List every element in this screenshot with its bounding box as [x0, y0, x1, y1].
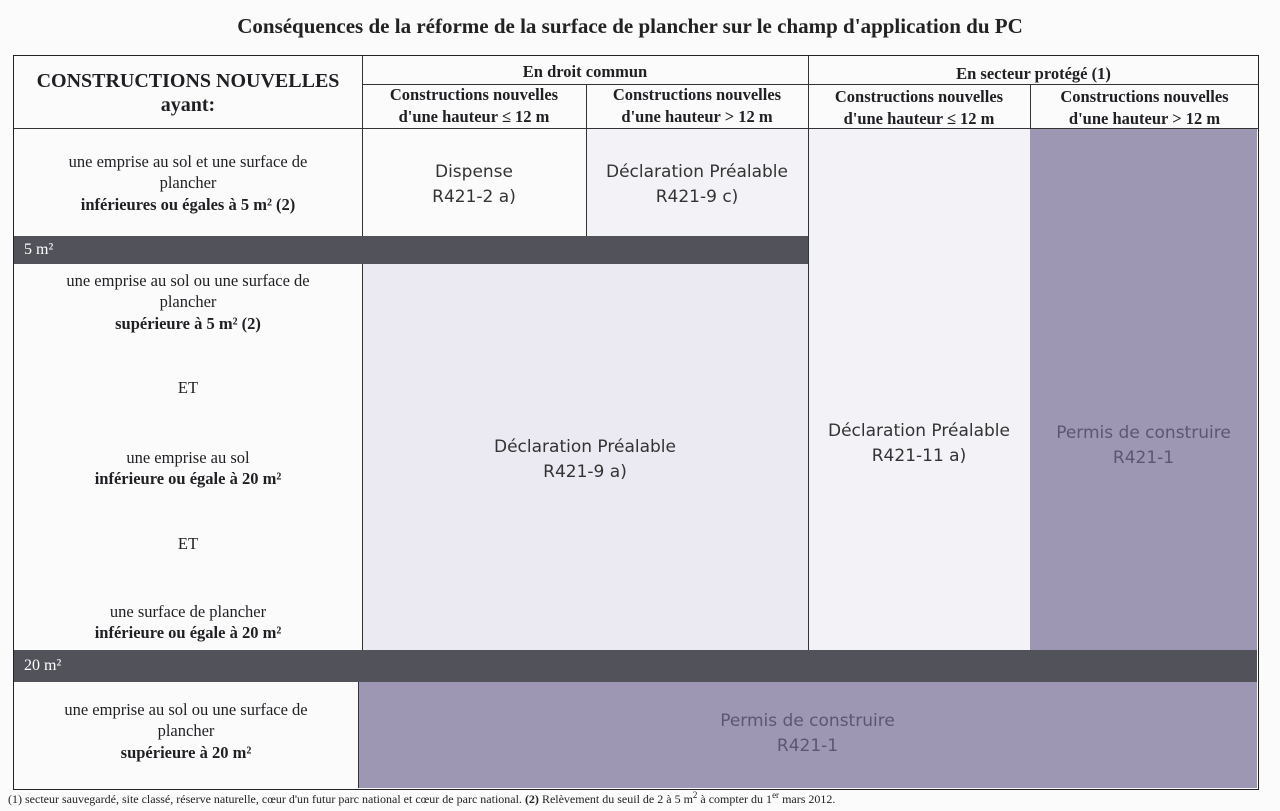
footnote-2-text: Relèvement du seuil de 2 à 5 m — [538, 792, 693, 806]
criteria-row-medium-3 — [40, 598, 336, 646]
footnote-2-marker: (2) — [524, 792, 539, 806]
col-header-line2: d'une hauteur ≤ 12 m — [843, 109, 995, 128]
col-header-secteur-le12 — [808, 86, 1030, 130]
result-pc-large-constructions — [358, 708, 1257, 760]
result-dp-r421-11a — [808, 418, 1030, 470]
col-header-line1: Constructions nouvelles — [389, 84, 559, 104]
result-dp-r421-9c — [586, 160, 808, 210]
threshold-label-20m2: 20 m² — [24, 657, 62, 674]
criteria-text: une emprise au sol — [126, 447, 250, 467]
row-heading-line2: ayant: — [160, 94, 216, 116]
criteria-threshold: inférieures ou égales à 5 m² (2) — [80, 194, 296, 214]
col-header-line1: Constructions nouvelles — [1060, 86, 1229, 106]
footnote-2-text-end: mars 2012. — [779, 792, 836, 806]
criteria-row-medium-2 — [40, 444, 336, 492]
result-label: Permis de construire — [720, 711, 895, 732]
row-heading — [14, 58, 362, 128]
criteria-row-small — [40, 146, 336, 220]
col-header-droit-gt12 — [586, 84, 808, 128]
result-reference: R421-1 — [1112, 448, 1175, 468]
result-label: Déclaration Préalable — [828, 421, 1010, 442]
col-header-line1: Constructions nouvelles — [834, 86, 1004, 106]
result-label: Permis de construire — [1056, 423, 1231, 444]
criteria-row-medium-1 — [40, 266, 336, 338]
grid-line — [808, 56, 809, 650]
footnote-sup-er: er — [772, 790, 780, 800]
criteria-row-large — [34, 694, 338, 768]
footnote-sup-2: 2 — [692, 790, 698, 800]
result-dp-r421-9a — [362, 434, 808, 486]
criteria-text: une emprise au sol ou une surface de plancher — [66, 270, 310, 312]
group-header-droit-commun: En droit commun — [522, 61, 648, 81]
result-pc-secteur-protege — [1030, 420, 1257, 472]
threshold-label-5m2: 5 m² — [24, 241, 54, 258]
result-reference: R421-9 a) — [543, 462, 627, 482]
page-title: Conséquences de la réforme de la surface de plancher sur le champ d'application du PC — [237, 14, 1023, 38]
result-label: Déclaration Préalable — [606, 162, 788, 183]
footnote-2-text-cont: à compter du 1 — [697, 792, 773, 806]
result-dispense — [362, 160, 586, 210]
col-header-line2: d'une hauteur > 12 m — [1068, 109, 1221, 128]
col-header-droit-le12 — [362, 84, 586, 128]
col-header-line2: d'une hauteur > 12 m — [621, 107, 773, 126]
criteria-threshold: inférieure ou égale à 20 m² — [94, 623, 282, 642]
col-header-line2: d'une hauteur ≤ 12 m — [398, 107, 550, 126]
result-label: Dispense — [434, 162, 513, 183]
criteria-connector-et: ET — [177, 378, 199, 398]
criteria-text: une surface de plancher — [109, 601, 267, 621]
criteria-connector-et: ET — [177, 534, 199, 554]
result-reference: R421-1 — [776, 736, 839, 756]
result-reference: R421-2 a) — [432, 187, 516, 207]
result-reference: R421-9 c) — [655, 187, 739, 207]
row-heading-line1: CONSTRUCTIONS NOUVELLES — [36, 70, 340, 92]
criteria-threshold: supérieure à 5 m² (2) — [115, 313, 261, 333]
footnote-1: (1) secteur sauvegardé, site classé, réserve naturelle, cœur d'un futur parc national et cœur de parc national. — [8, 792, 525, 806]
result-reference: R421-11 a) — [871, 446, 967, 466]
result-label: Déclaration Préalable — [494, 437, 676, 458]
footnote — [8, 790, 835, 807]
col-header-secteur-gt12 — [1030, 86, 1259, 130]
criteria-text: une emprise au sol ou une surface de plancher — [64, 699, 308, 741]
col-header-line1: Constructions nouvelles — [612, 84, 782, 104]
criteria-threshold: inférieure ou égale à 20 m² — [94, 469, 282, 488]
group-header-secteur-protege: En secteur protégé (1) — [956, 63, 1111, 83]
criteria-threshold: supérieure à 20 m² — [120, 742, 252, 762]
criteria-text: une emprise au sol et une surface de plancher — [68, 151, 308, 193]
